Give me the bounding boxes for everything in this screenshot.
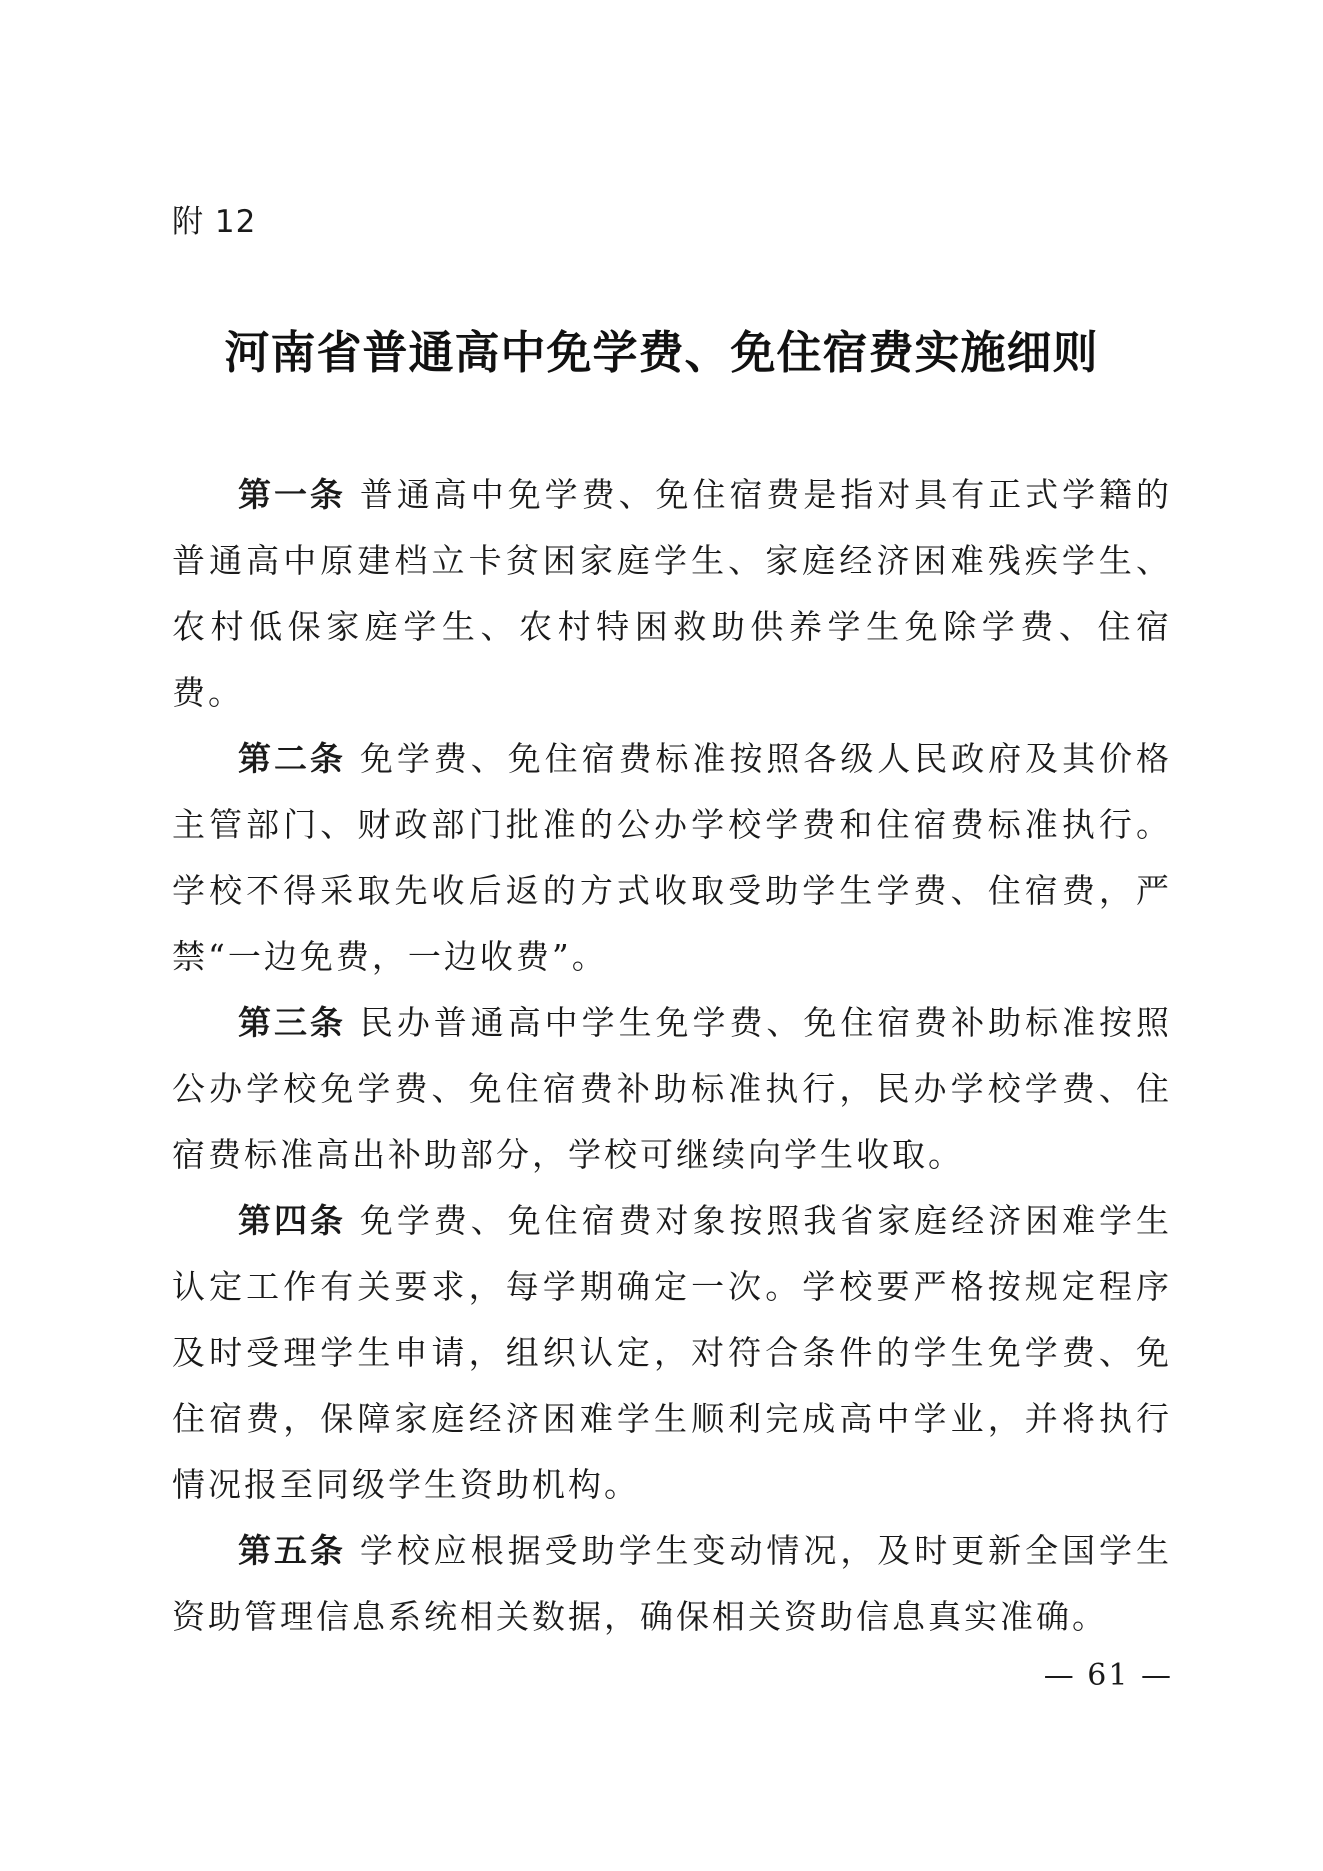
article-1 [172, 462, 1172, 726]
article-3-text: 民办普通高中学生免学费、免住宿费补助标准按照公办学校免学费、免住宿费补助标准执行，民办学校学费、住宿费标准高出补助部分，学校可继续向学生收取。 [172, 1003, 1172, 1174]
article-4 [172, 1188, 1172, 1518]
article-4-text: 免学费、免住宿费对象按照我省家庭经济困难学生认定工作有关要求，每学期确定一次。学校要严格按规定程序及时受理学生申请，组织认定，对符合条件的学生免学费、免住宿费，保障家庭经济困难学生顺利完成高中学业，并将执行情况报至同级学生资助机构。 [172, 1201, 1172, 1504]
attachment-label: 附 12 [172, 204, 257, 240]
article-2-text: 免学费、免住宿费标准按照各级人民政府及其价格主管部门、财政部门批准的公办学校学费和住宿费标准执行。学校不得采取先收后返的方式收取受助学生学费、住宿费，严禁“一边免费，一边收费”。 [172, 739, 1172, 976]
article-2 [172, 726, 1172, 990]
document-body [172, 462, 1172, 1650]
article-1-heading: 第一条 [238, 475, 346, 514]
document-title: 河南省普通高中免学费、免住宿费实施细则 [224, 326, 1099, 379]
article-3 [172, 990, 1172, 1188]
article-5 [172, 1518, 1172, 1650]
article-5-heading: 第五条 [238, 1531, 346, 1570]
article-5-text: 学校应根据受助学生变动情况，及时更新全国学生资助管理信息系统相关数据，确保相关资助信息真实准确。 [172, 1531, 1172, 1636]
article-2-heading: 第二条 [238, 739, 346, 778]
article-3-heading: 第三条 [238, 1003, 346, 1042]
page-number: — 61 — [1043, 1658, 1173, 1693]
article-4-heading: 第四条 [238, 1201, 346, 1240]
article-1-text: 普通高中免学费、免住宿费是指对具有正式学籍的普通高中原建档立卡贫困家庭学生、家庭经济困难残疾学生、农村低保家庭学生、农村特困救助供养学生免除学费、住宿费。 [172, 475, 1172, 712]
